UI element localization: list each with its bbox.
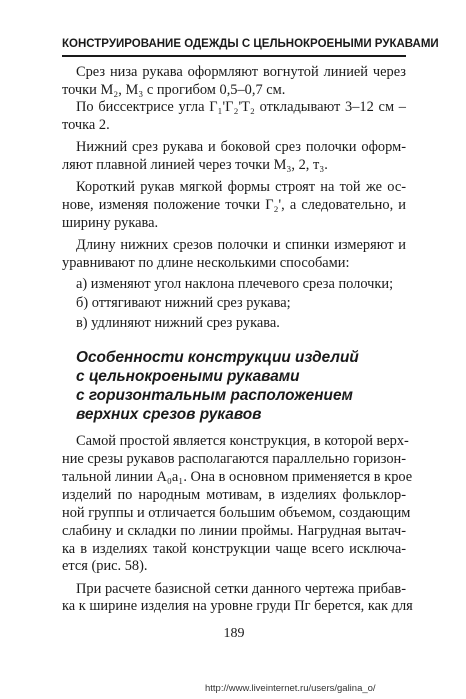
section-heading-line: с цельнокроеными рукавами <box>76 368 300 385</box>
list-item: б) оттягивают нижний срез рукава; <box>76 295 291 311</box>
page-number: 189 <box>223 626 245 641</box>
text-line: ляют плавной линией через точки М₃, 2, т₃. <box>62 157 328 173</box>
text-line: изделий по народным мотивам, в изделиях фольклор- <box>62 487 406 503</box>
section-heading-line: верхних срезов рукавов <box>76 406 262 423</box>
running-head: КОНСТРУИРОВАНИЕ ОДЕЖДЫ С ЦЕЛЬНОКРОЕНЫМИ РУКАВАМИ <box>62 38 439 50</box>
section-heading <box>76 348 406 424</box>
text-line: тальной линии А₀а₁. Она в основном применяется в крое <box>62 469 413 485</box>
text-line: точки М₂, М₃ с прогибом 0,5–0,7 см. <box>62 82 286 98</box>
text-line: Длину нижних срезов полочки и спинки измеряют и <box>76 237 406 253</box>
text-line: слабину и складки по линии проймы. Нагрудная вытач- <box>62 523 406 539</box>
text-line: ние срезы рукавов располагаются параллельно горизон- <box>62 451 407 467</box>
source-watermark: http://www.liveinternet.ru/users/galina_o/ <box>205 683 376 694</box>
text-line: ка к ширине изделия на уровне груди Пг берется, как для <box>62 598 413 614</box>
text-line: Нижний срез рукава и боковой срез полочки оформ- <box>76 139 406 155</box>
text-line: ка в изделиях такой конструкции чаще всего исключа- <box>62 541 406 557</box>
text-line: Срез низа рукава оформляют вогнутой линией через <box>76 64 406 80</box>
text-line: нове, изменяя положение точки Г₂', а следовательно, и <box>62 197 406 213</box>
text-line: По биссектрисе угла Г₁'Г₂'Т₂ откладывают 3–12 см – <box>76 99 406 115</box>
list-item: в) удлиняют нижний срез рукава. <box>76 315 280 331</box>
text-line: При расчете базисной сетки данного чертежа прибав- <box>76 581 406 597</box>
section-heading-line: с горизонтальным расположением <box>76 387 353 404</box>
list-item: а) изменяют угол наклона плечевого среза полочки; <box>76 276 394 292</box>
section-heading-line: Особенности конструкции изделий <box>76 349 359 366</box>
text-line: уравнивают по длине несколькими способами: <box>62 255 350 271</box>
header-rule <box>62 55 406 57</box>
text-line: ной группы и отличается большим объемом, создающим <box>62 505 411 521</box>
text-line: Самой простой является конструкция, в которой верх- <box>76 433 409 449</box>
text-line: Короткий рукав мягкой формы строят на той же ос- <box>76 179 406 195</box>
text-line: точка 2. <box>62 117 110 133</box>
text-line: ется (рис. 58). <box>62 558 148 574</box>
text-line: ширину рукава. <box>62 215 159 231</box>
